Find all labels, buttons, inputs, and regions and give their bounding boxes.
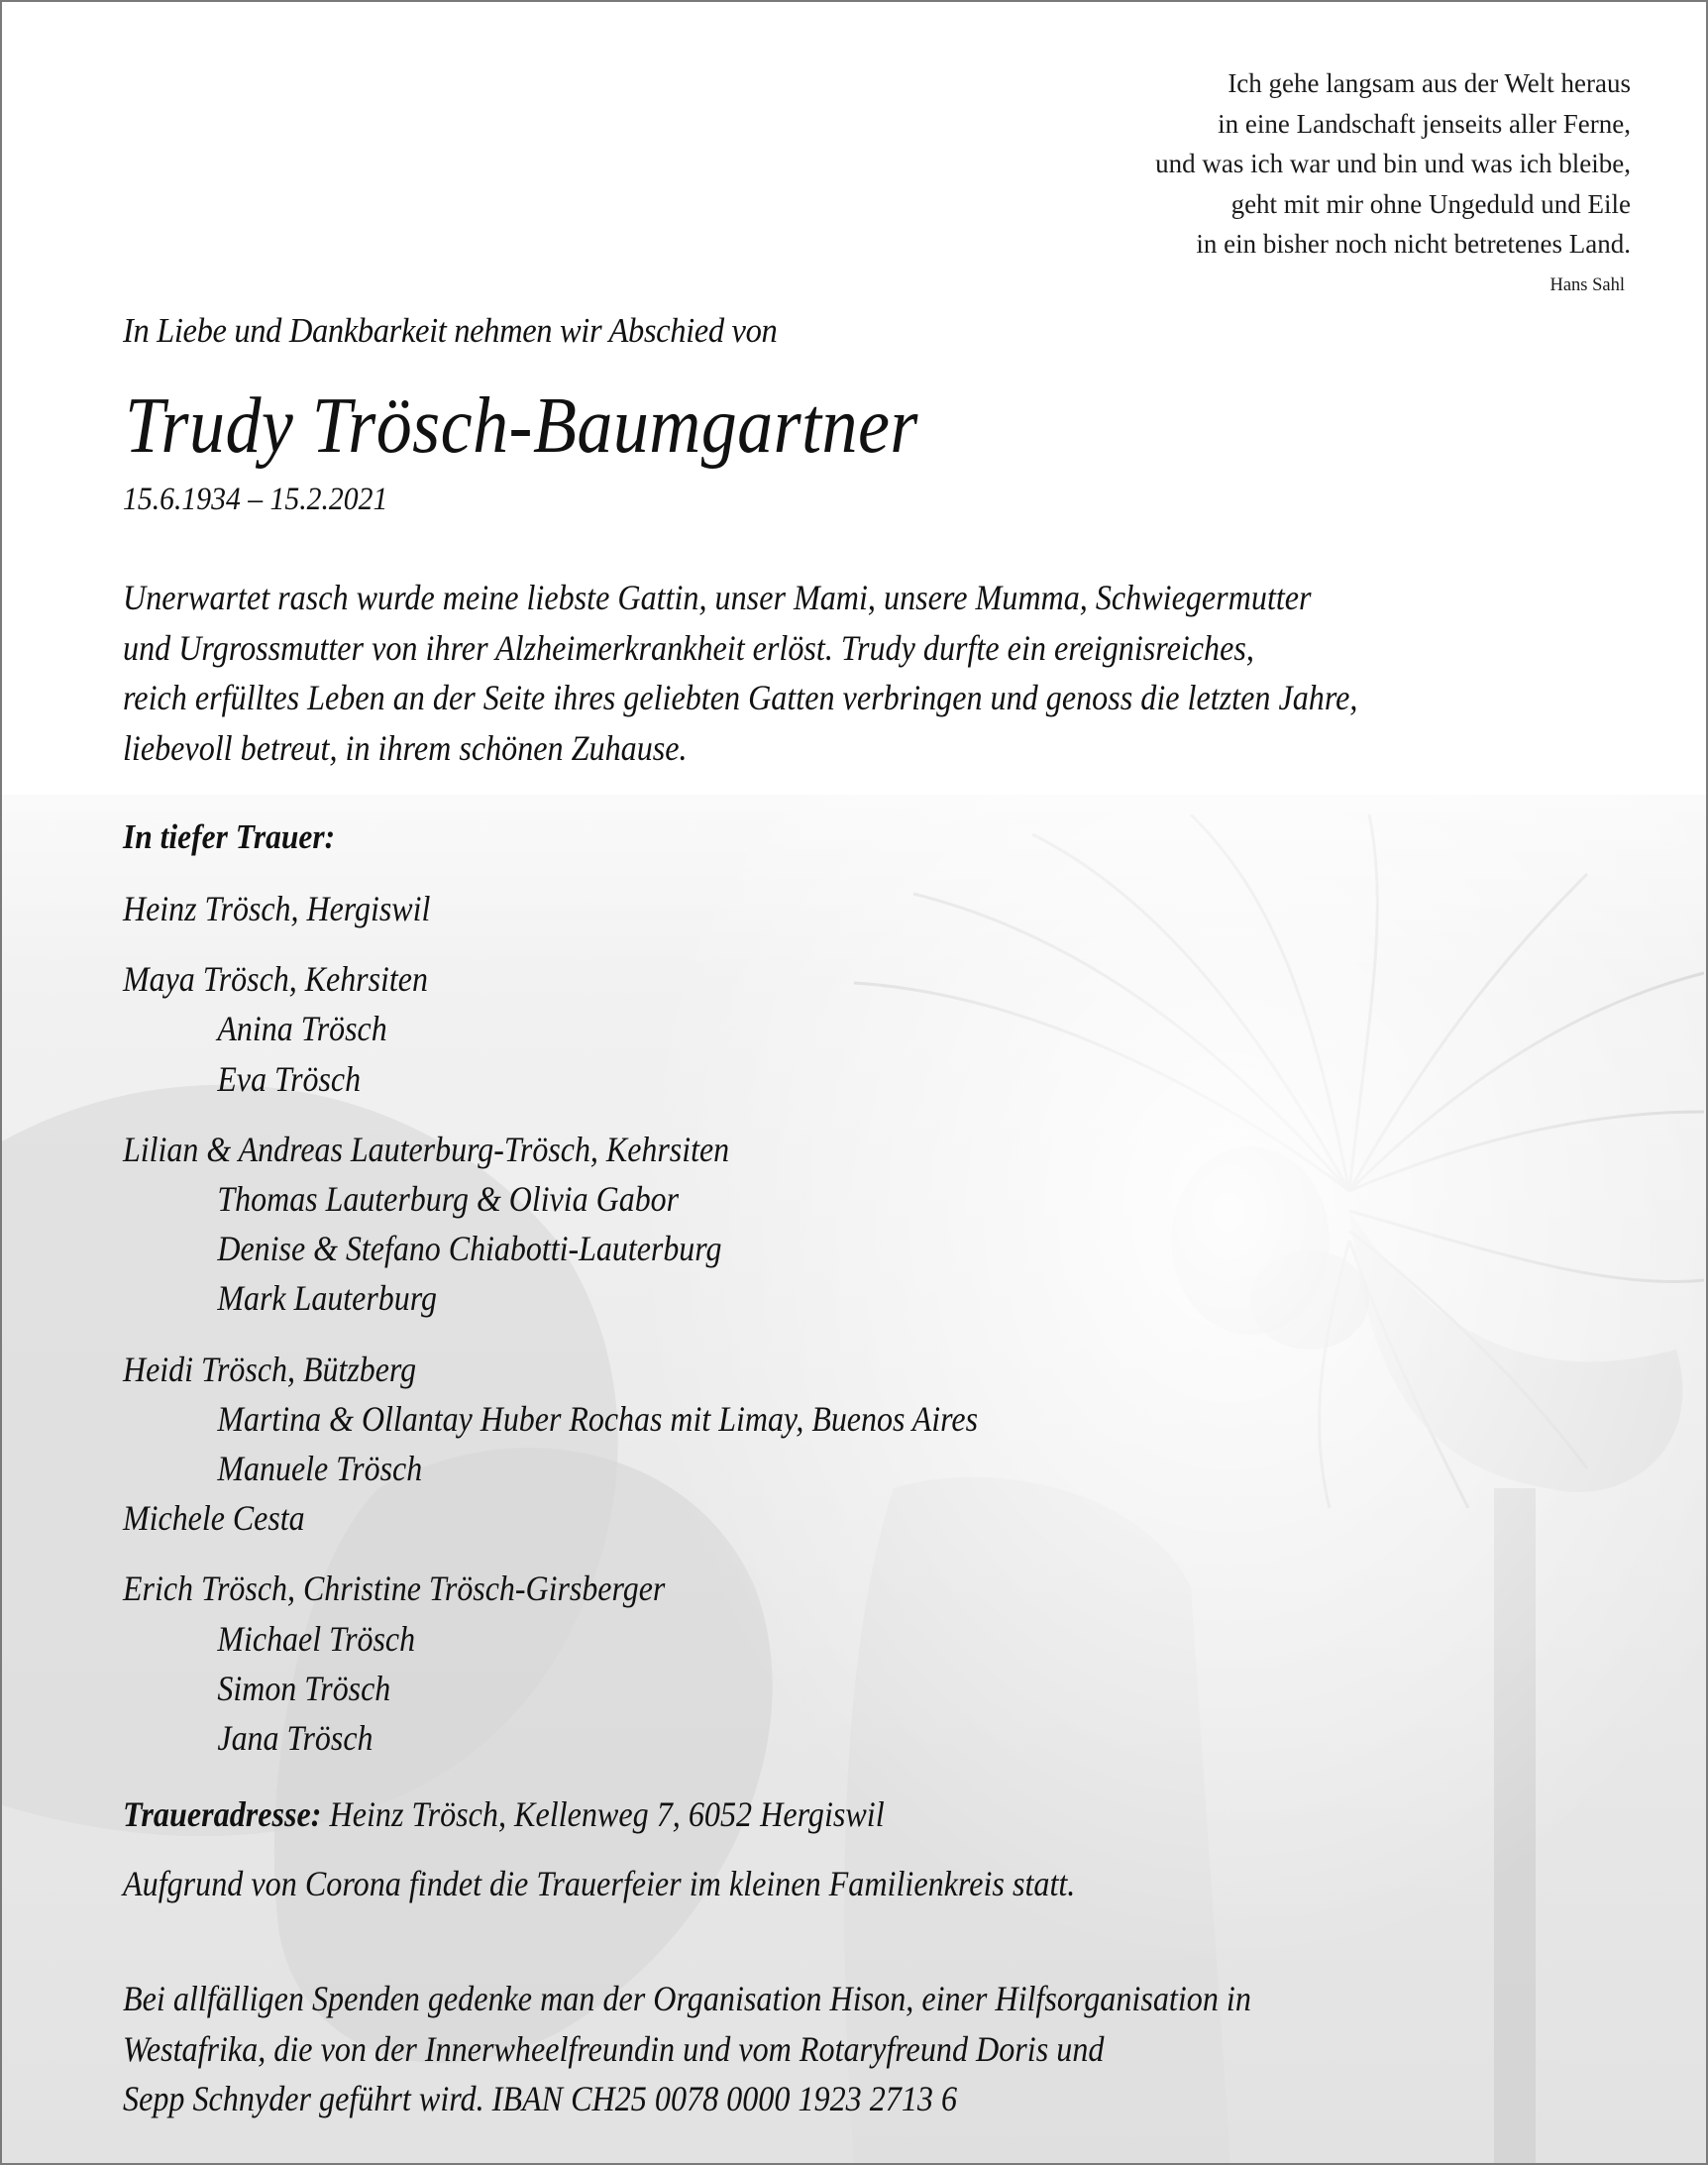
donation-note: [123, 1974, 1648, 2124]
mourner-entry: Maya Trösch, Kehrsiten: [123, 959, 428, 1000]
donation-line: Westafrika, die von der Innerwheelfreundin und vom Rotaryfreund Doris und: [123, 2028, 1105, 2069]
ceremony-note: Aufgrund von Corona findet die Trauerfeier im kleinen Familienkreis statt.: [123, 1864, 1076, 1903]
mourner-group: [123, 1125, 978, 1324]
mourner-sub-entry: Mark Lauterburg: [217, 1278, 437, 1319]
mourner-entry: Lilian & Andreas Lauterburg-Trösch, Kehrsiten: [123, 1129, 730, 1169]
poem-line: in eine Landschaft jenseits aller Ferne,: [1218, 108, 1631, 139]
mourners-list: [123, 812, 978, 1784]
mourner-sub-entry: Denise & Stefano Chiabotti-Lauterburg: [217, 1229, 722, 1269]
mourning-address: [123, 1793, 1648, 1835]
mourner-sub-entry: Martina & Ollantay Huber Rochas mit Limay, Buenos Aires: [217, 1398, 979, 1439]
mourning-address-label: Traueradresse:: [123, 1794, 322, 1834]
mourner-group: [123, 1564, 978, 1763]
obituary-message: [123, 573, 1648, 773]
poem: [1155, 63, 1631, 298]
mourner-sub-entry: Jana Trösch: [217, 1718, 374, 1759]
poem-line: und was ich war und bin und was ich bleibe,: [1155, 149, 1631, 178]
message-line: liebevoll betreut, in ihrem schönen Zuhause.: [123, 727, 688, 768]
deceased-name: Trudy Trösch-Baumgartner: [125, 382, 918, 470]
mourner-entry: Michele Cesta: [123, 1498, 305, 1539]
mourner-entry: Heidi Trösch, Bützberg: [123, 1349, 417, 1389]
message-line: Unerwartet rasch wurde meine liebste Gattin, unser Mami, unsere Mumma, Schwiegermutter: [123, 578, 1312, 617]
intro-text: In Liebe und Dankbarkeit nehmen wir Abschied von: [123, 311, 778, 350]
donation-line: Sepp Schnyder geführt wird. IBAN CH25 0078 0000 1923 2713 6: [123, 2079, 958, 2118]
donation-line: Bei allfälligen Spenden gedenke man der Organisation Hison, einer Hilfsorganisation in: [123, 1979, 1251, 2018]
poem-author: Hans Sahl: [1549, 274, 1625, 295]
mourner-sub-entry: Michael Trösch: [217, 1618, 416, 1659]
mourner-group: [123, 954, 978, 1104]
message-line: und Urgrossmutter von ihrer Alzheimerkrankheit erlöst. Trudy durfte ein ereignisreiches,: [123, 627, 1254, 668]
mourner-sub-entry: Eva Trösch: [217, 1058, 362, 1099]
mourners-heading: In tiefer Trauer:: [123, 817, 336, 856]
poem-line: in ein bisher noch nicht betretenes Land.: [1196, 229, 1631, 259]
poem-line: geht mit mir ohne Ungeduld und Eile: [1230, 188, 1631, 219]
mourner-sub-entry: Anina Trösch: [217, 1009, 387, 1049]
message-line: reich erfülltes Leben an der Seite ihres geliebten Gatten verbringen und genoss die letzten Jahre,: [123, 678, 1358, 717]
mourner-group: [123, 884, 978, 933]
mourner-sub-entry: Simon Trösch: [217, 1668, 391, 1708]
mourner-group: [123, 1345, 978, 1544]
mourner-entry: Erich Trösch, Christine Trösch-Girsberger: [123, 1569, 666, 1609]
life-dates: 15.6.1934 – 15.2.2021: [123, 482, 388, 517]
mourner-entry: Heinz Trösch, Hergiswil: [123, 889, 431, 928]
mourning-address-value: Heinz Trösch, Kellenweg 7, 6052 Hergiswil: [321, 1794, 885, 1834]
mourner-sub-entry: Manuele Trösch: [217, 1449, 423, 1489]
poem-line: Ich gehe langsam aus der Welt heraus: [1228, 68, 1631, 98]
mourner-sub-entry: Thomas Lauterburg & Olivia Gabor: [217, 1179, 680, 1220]
